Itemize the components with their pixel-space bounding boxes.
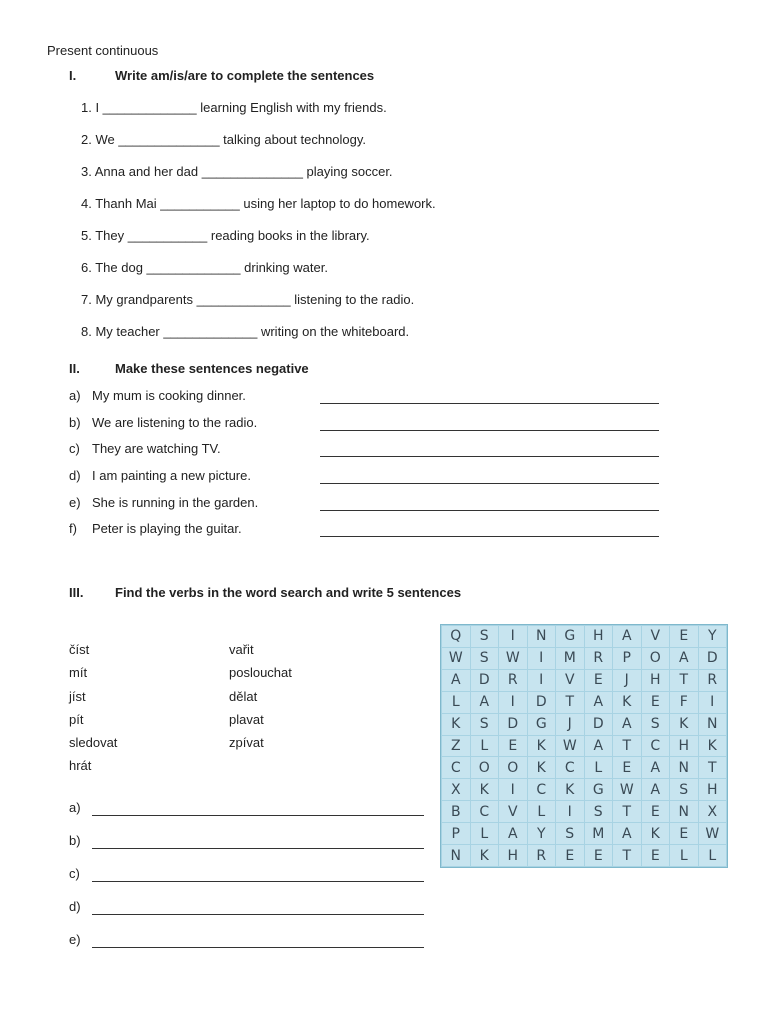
grid-cell[interactable]: S — [556, 823, 584, 844]
grid-cell[interactable]: A — [642, 779, 670, 800]
grid-cell[interactable]: D — [499, 714, 527, 735]
grid-cell[interactable]: M — [556, 648, 584, 669]
grid-cell[interactable]: C — [471, 801, 499, 822]
grid-cell[interactable]: T — [613, 801, 641, 822]
grid-cell[interactable]: A — [471, 692, 499, 713]
grid-cell[interactable]: N — [442, 845, 470, 866]
item-letter: e) — [69, 495, 81, 510]
grid-cell[interactable]: E — [642, 692, 670, 713]
item-letter: c) — [69, 866, 80, 881]
fill-sentence-7: 7. My grandparents _____________ listening to the radio. — [81, 292, 415, 307]
grid-cell[interactable]: V — [642, 626, 670, 647]
grid-cell[interactable]: G — [556, 626, 584, 647]
grid-cell[interactable]: W — [613, 779, 641, 800]
verb-item: sledovat — [69, 735, 118, 751]
fill-sentence-1: 1. I _____________ learning English with my friends. — [81, 100, 387, 115]
grid-cell[interactable]: T — [699, 757, 727, 778]
item-letter: d) — [69, 899, 81, 914]
grid-cell[interactable]: K — [699, 736, 727, 757]
grid-cell[interactable]: E — [613, 757, 641, 778]
verb-item: číst — [69, 642, 90, 657]
grid-cell[interactable]: B — [442, 801, 470, 822]
verb-item: mít — [69, 665, 88, 681]
fill-sentence-2: 2. We ______________ talking about technology. — [81, 132, 367, 147]
answer-line[interactable] — [320, 521, 659, 537]
verb-list-left — [69, 642, 117, 782]
page-title: Present continuous — [47, 43, 159, 58]
grid-cell[interactable]: A — [613, 823, 641, 844]
fill-sentence-3: 3. Anna and her dad ______________ playing soccer. — [81, 164, 393, 179]
grid-cell[interactable]: T — [613, 845, 641, 866]
grid-cell[interactable]: R — [585, 648, 613, 669]
grid-cell[interactable]: J — [556, 714, 584, 735]
grid-cell[interactable]: P — [442, 823, 470, 844]
grid-cell[interactable]: V — [556, 670, 584, 691]
answer-line[interactable] — [92, 899, 424, 915]
item-sentence: She is running in the garden. — [92, 495, 259, 510]
item-letter: d) — [69, 468, 81, 483]
grid-cell[interactable]: H — [670, 736, 698, 757]
answer-line[interactable] — [320, 415, 659, 431]
grid-cell[interactable]: I — [699, 692, 727, 713]
grid-cell[interactable]: L — [585, 757, 613, 778]
verb-item: hrát — [69, 758, 92, 774]
grid-cell[interactable]: Z — [442, 736, 470, 757]
grid-cell[interactable]: W — [699, 823, 727, 844]
grid-cell[interactable]: L — [442, 692, 470, 713]
grid-cell[interactable]: E — [642, 801, 670, 822]
item-sentence: I am painting a new picture. — [92, 468, 251, 483]
grid-cell[interactable]: O — [642, 648, 670, 669]
grid-cell[interactable]: E — [642, 845, 670, 866]
grid-cell[interactable]: E — [499, 736, 527, 757]
verb-item: dělat — [229, 688, 258, 704]
item-sentence: Peter is playing the guitar. — [92, 521, 242, 536]
fill-sentence-4: 4. Thanh Mai ___________ using her laptop to do homework. — [81, 196, 436, 211]
grid-cell[interactable]: H — [642, 670, 670, 691]
item-letter: b) — [69, 415, 81, 430]
grid-cell[interactable]: A — [613, 626, 641, 647]
grid-cell[interactable]: N — [670, 757, 698, 778]
grid-cell[interactable]: S — [471, 714, 499, 735]
grid-cell[interactable]: O — [499, 757, 527, 778]
grid-cell[interactable]: X — [442, 779, 470, 800]
item-letter: a) — [69, 800, 81, 815]
grid-cell[interactable]: I — [528, 648, 556, 669]
grid-cell[interactable]: X — [699, 801, 727, 822]
grid-cell[interactable]: S — [585, 801, 613, 822]
grid-cell[interactable]: K — [442, 714, 470, 735]
grid-cell[interactable]: D — [528, 692, 556, 713]
grid-cell[interactable]: K — [642, 823, 670, 844]
answer-line[interactable] — [320, 441, 659, 457]
grid-cell[interactable]: A — [585, 736, 613, 757]
section-title: Make these sentences negative — [115, 361, 309, 376]
answer-line[interactable] — [320, 388, 659, 404]
word-search-grid — [440, 624, 728, 868]
grid-cell[interactable]: A — [442, 670, 470, 691]
grid-cell[interactable]: E — [585, 845, 613, 866]
item-sentence: My mum is cooking dinner. — [92, 388, 246, 403]
grid-cell[interactable]: P — [613, 648, 641, 669]
grid-cell[interactable]: A — [670, 648, 698, 669]
item-letter: b) — [69, 833, 81, 848]
grid-cell[interactable]: Y — [528, 823, 556, 844]
item-letter: f) — [69, 521, 77, 536]
grid-cell[interactable]: A — [642, 757, 670, 778]
grid-cell[interactable]: H — [585, 626, 613, 647]
grid-cell[interactable]: A — [499, 823, 527, 844]
grid-cell[interactable]: A — [613, 714, 641, 735]
grid-cell[interactable]: T — [556, 692, 584, 713]
verb-item: poslouchat — [229, 665, 292, 681]
grid-cell[interactable]: E — [585, 670, 613, 691]
grid-cell[interactable]: T — [670, 670, 698, 691]
grid-cell[interactable]: L — [699, 845, 727, 866]
grid-cell[interactable]: C — [528, 779, 556, 800]
grid-cell[interactable]: C — [642, 736, 670, 757]
grid-cell[interactable]: I — [528, 670, 556, 691]
grid-cell[interactable]: K — [528, 736, 556, 757]
section-title: Find the verbs in the word search and write 5 sentences — [115, 585, 462, 600]
grid-cell[interactable]: R — [499, 670, 527, 691]
grid-cell[interactable]: K — [613, 692, 641, 713]
item-sentence: They are watching TV. — [92, 441, 221, 456]
grid-cell[interactable]: I — [499, 779, 527, 800]
fill-sentence-6: 6. The dog _____________ drinking water. — [81, 260, 328, 275]
grid-cell[interactable]: C — [556, 757, 584, 778]
fill-sentence-8: 8. My teacher _____________ writing on the whiteboard. — [81, 324, 410, 339]
section-number: III. — [69, 585, 84, 600]
grid-cell[interactable]: K — [556, 779, 584, 800]
section-title: Write am/is/are to complete the sentences — [115, 68, 375, 83]
grid-cell[interactable]: J — [613, 670, 641, 691]
grid-cell[interactable]: N — [699, 714, 727, 735]
grid-cell[interactable]: G — [585, 779, 613, 800]
grid-cell[interactable]: S — [471, 648, 499, 669]
grid-cell[interactable]: S — [471, 626, 499, 647]
grid-cell[interactable]: N — [528, 626, 556, 647]
answer-line[interactable] — [92, 866, 424, 882]
grid-cell[interactable]: W — [556, 736, 584, 757]
grid-cell[interactable]: T — [613, 736, 641, 757]
item-letter: e) — [69, 932, 81, 947]
grid-cell[interactable]: R — [699, 670, 727, 691]
grid-cell[interactable]: Q — [442, 626, 470, 647]
grid-cell[interactable]: S — [642, 714, 670, 735]
grid-cell[interactable]: D — [471, 670, 499, 691]
fill-sentence-5: 5. They ___________ reading books in the library. — [81, 228, 370, 243]
answer-line[interactable] — [92, 800, 424, 816]
grid-cell[interactable]: L — [670, 845, 698, 866]
grid-cell[interactable]: W — [442, 648, 470, 669]
grid-cell[interactable]: W — [499, 648, 527, 669]
grid-cell[interactable]: L — [528, 801, 556, 822]
grid-cell[interactable]: V — [499, 801, 527, 822]
grid-cell[interactable]: A — [585, 692, 613, 713]
grid-cell[interactable]: Y — [699, 626, 727, 647]
grid-cell[interactable]: D — [585, 714, 613, 735]
verb-item: zpívat — [229, 735, 264, 751]
item-sentence: We are listening to the radio. — [92, 415, 258, 430]
grid-cell[interactable]: H — [699, 779, 727, 800]
grid-cell[interactable]: K — [528, 757, 556, 778]
grid-cell[interactable]: D — [699, 648, 727, 669]
grid-cell[interactable]: N — [670, 801, 698, 822]
grid-cell[interactable]: K — [471, 845, 499, 866]
grid-cell[interactable]: E — [670, 823, 698, 844]
answer-line[interactable] — [320, 468, 659, 484]
verb-list-right — [229, 642, 292, 758]
grid-cell[interactable]: C — [442, 757, 470, 778]
grid-cell[interactable]: F — [670, 692, 698, 713]
grid-cell[interactable]: M — [585, 823, 613, 844]
grid-cell[interactable]: E — [556, 845, 584, 866]
grid-cell[interactable]: L — [471, 823, 499, 844]
verb-item: vařit — [229, 642, 254, 657]
item-letter: c) — [69, 441, 80, 456]
grid-cell[interactable]: E — [670, 626, 698, 647]
grid-cell[interactable]: I — [556, 801, 584, 822]
grid-cell[interactable]: G — [528, 714, 556, 735]
grid-cell[interactable]: S — [670, 779, 698, 800]
item-letter: a) — [69, 388, 81, 403]
verb-item: plavat — [229, 711, 264, 727]
grid-cell[interactable]: R — [528, 845, 556, 866]
grid-cell[interactable]: O — [471, 757, 499, 778]
answer-line[interactable] — [92, 932, 424, 948]
grid-cell[interactable]: H — [499, 845, 527, 866]
answer-line[interactable] — [320, 495, 659, 511]
verb-item: pít — [69, 711, 84, 727]
section-number: I. — [69, 68, 77, 83]
grid-cell[interactable]: L — [471, 736, 499, 757]
verb-item: jíst — [69, 688, 86, 704]
section-number: II. — [69, 361, 80, 376]
grid-cell[interactable]: K — [670, 714, 698, 735]
answer-line[interactable] — [92, 833, 424, 849]
grid-cell[interactable]: I — [499, 626, 527, 647]
grid-cell[interactable]: I — [499, 692, 527, 713]
grid-cell[interactable]: K — [471, 779, 499, 800]
